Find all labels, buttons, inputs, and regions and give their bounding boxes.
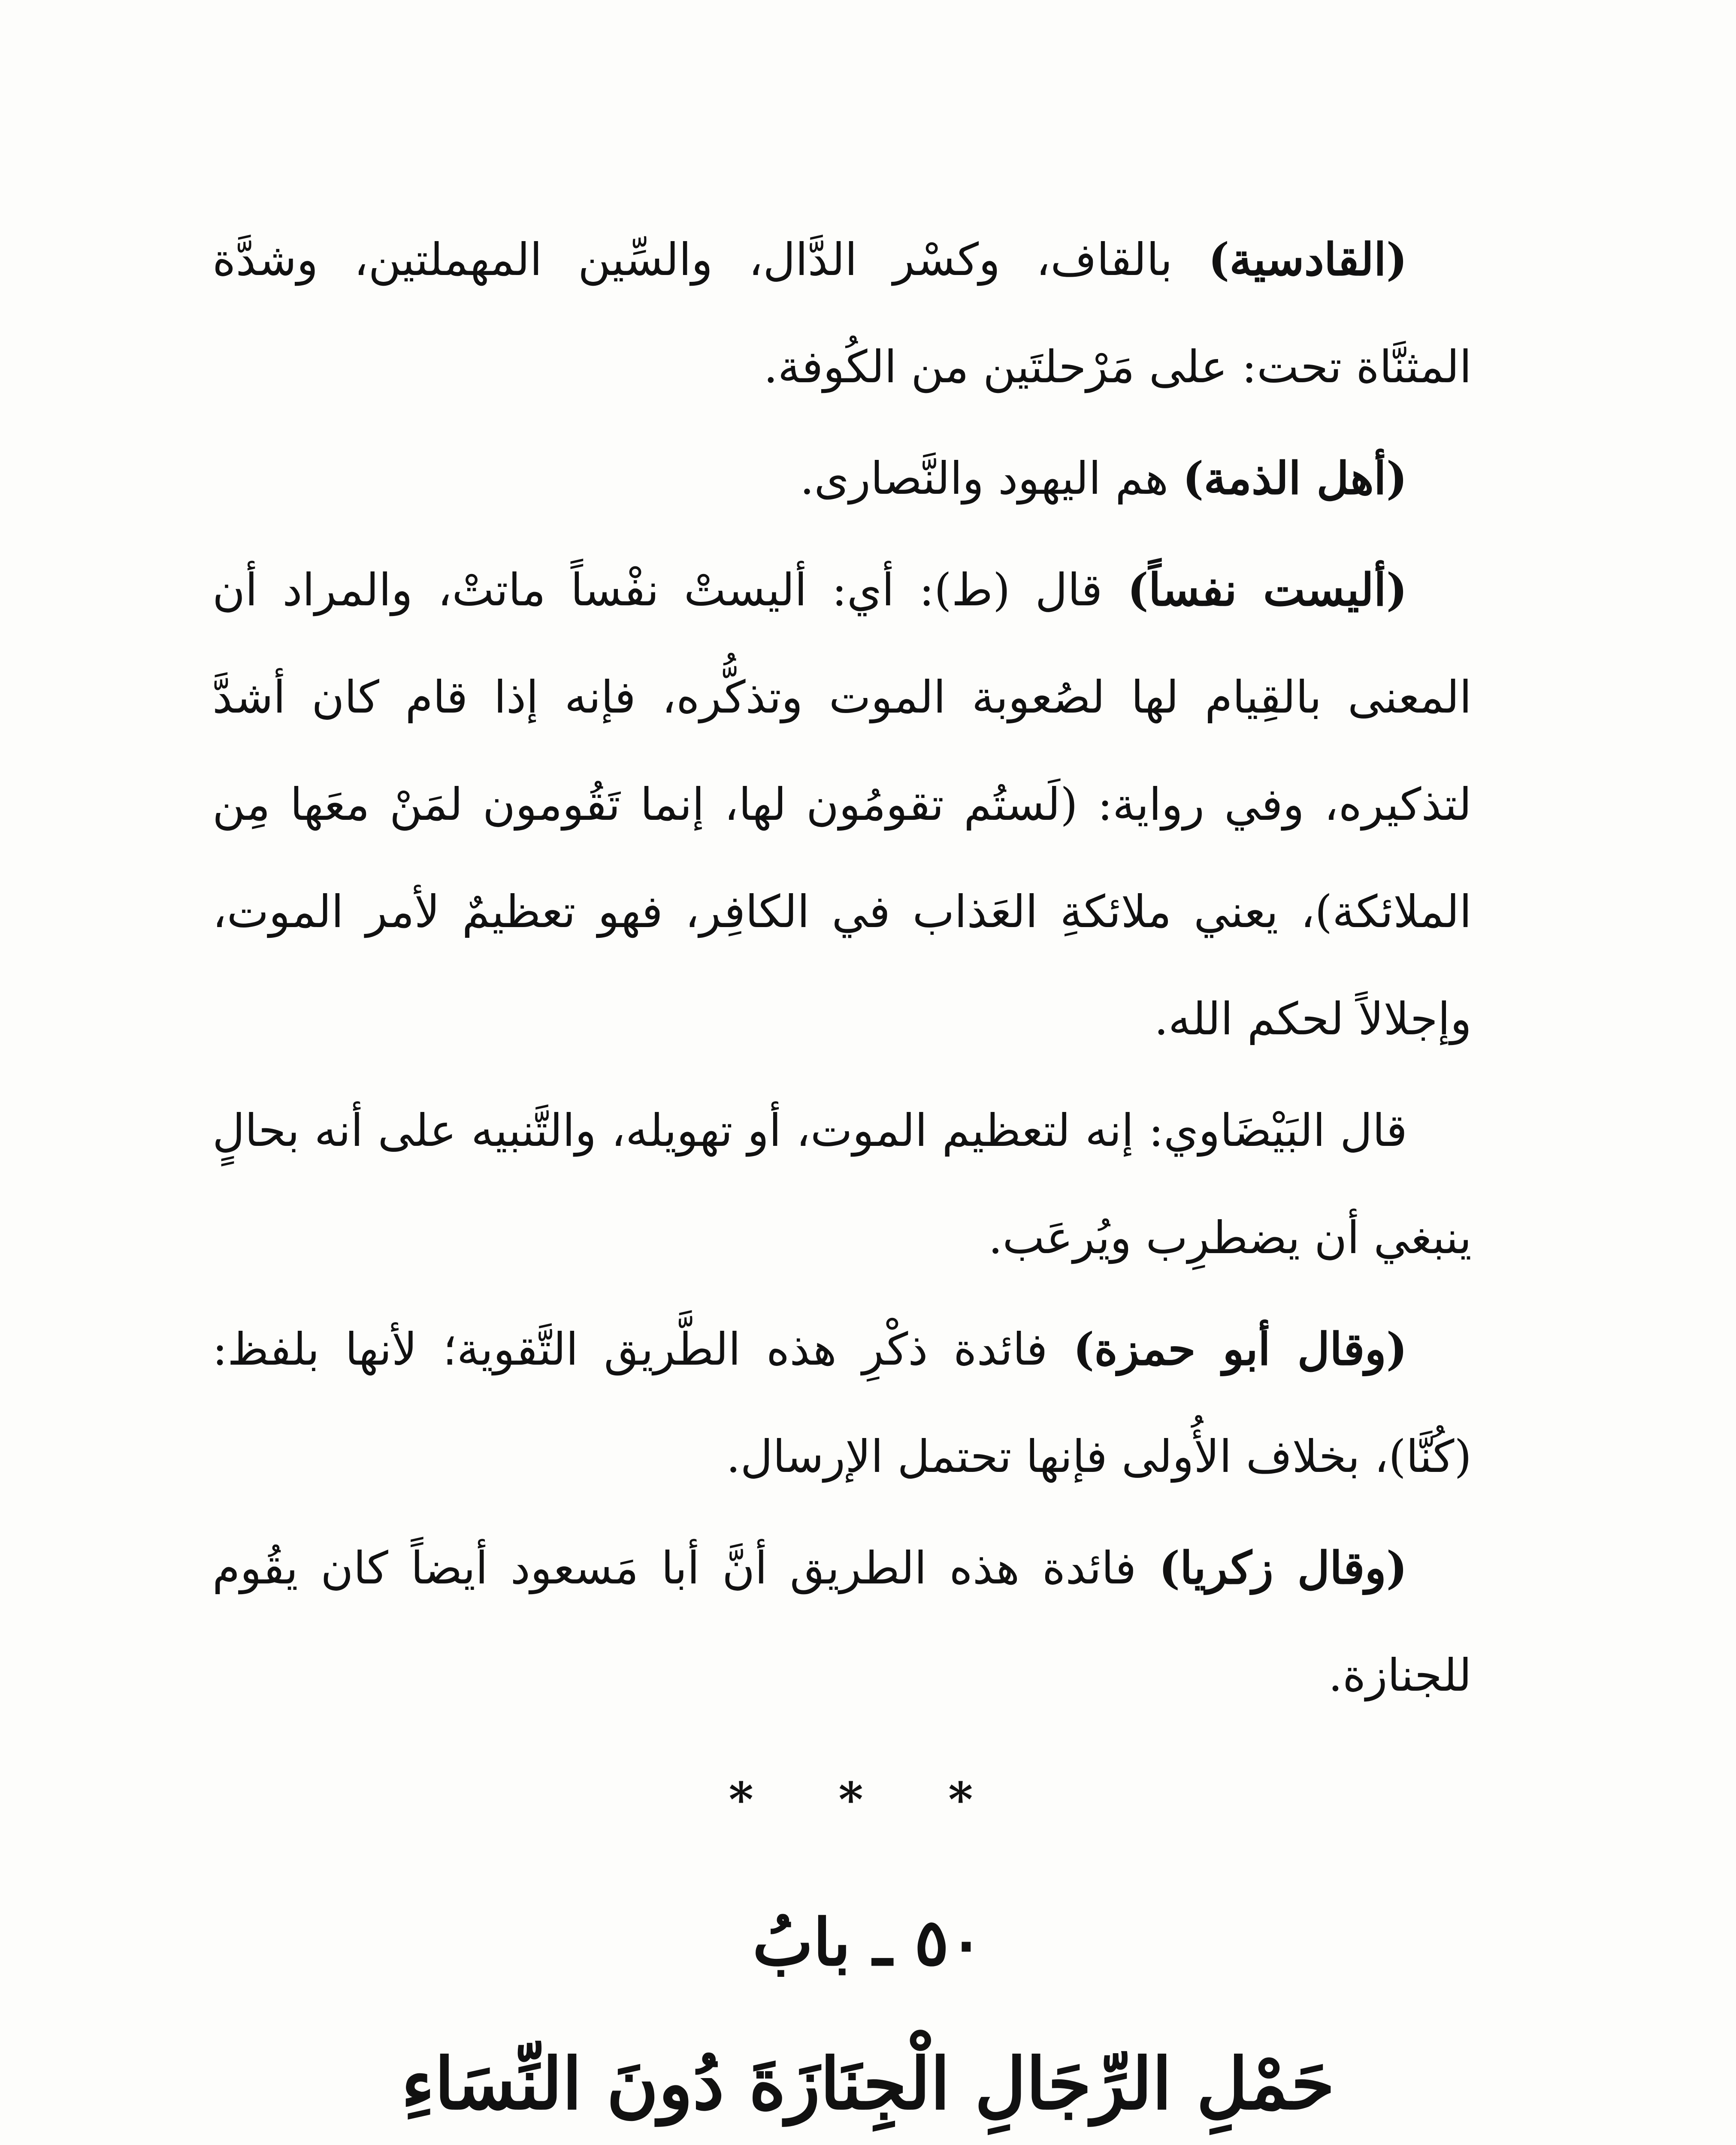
lemma: (القادسية): [1208, 233, 1407, 286]
lemma: (وقال أبو حمزة): [1073, 1323, 1407, 1375]
section-separator: * * *: [729, 1772, 1007, 1827]
paragraph-baydawi: [212, 1077, 1472, 1291]
chapter-number: ٥٠ ـ بابُ: [752, 1905, 984, 1980]
lemma: (أهل الذمة): [1183, 452, 1407, 505]
paragraph-body: فائدة هذه الطريق أنَّ أبا مَسعود أيضاً كان يقُوم للجنازة.: [212, 1542, 1472, 1701]
lemma: (وقال زكريا): [1158, 1541, 1407, 1594]
paragraph-qadisiyya: [212, 206, 1472, 420]
paragraph-body: بالقاف، وكسْر الدَّال، والسِّين المهملتين، وشدَّة المثنَّاة تحت: على مَرْحلتَين من الكُوفة.: [212, 233, 1472, 393]
paragraph-alaysat-nafsan: [212, 536, 1472, 1072]
lemma: (أليست نفساً): [1127, 563, 1407, 616]
paragraph-abu-hamza: [212, 1296, 1472, 1510]
paragraph-body: فائدة ذكْرِ هذه الطَّريق التَّقوية؛ لأنها بلفظ: (كُنَّا)، بخلاف الأُولى فإنها تحتمل الإرسال.: [212, 1323, 1472, 1483]
paragraph-ahl-al-dhimma: [212, 425, 1472, 532]
chapter-title: حَمْلِ الرِّجَالِ الْجِنَازَةَ دُونَ النِّسَاءِ: [401, 2042, 1335, 2125]
paragraph-body: هم اليهود والنَّصارى.: [800, 452, 1183, 505]
paragraph-zakariyya: [212, 1514, 1472, 1729]
paragraph-body: قال البَيْضَاوي: إنه لتعظيم الموت، أو تهويله، والتَّنبيه على أنه بحالٍ ينبغي أن يضطرِب ويُرعَب.: [212, 1104, 1472, 1264]
commentary-text: [212, 206, 1472, 1733]
paragraph-body: قال (ط): أي: أليستْ نفْساً ماتتْ، والمراد أن المعنى بالقِيام لها لصُعوبة الموت وتذكُّره، فإنه إذا قام كان أشدَّ لتذكيره، وفي رواية: (لَستُم تقومُون لها، إنما تَقُومون لمَنْ معَها مِن الملائكة)، يعني ملائكةِ العَذاب في الكافِر، فهو تعظيمٌ لأمر الموت، وإجلالاً لحكم الله.: [212, 564, 1472, 1045]
